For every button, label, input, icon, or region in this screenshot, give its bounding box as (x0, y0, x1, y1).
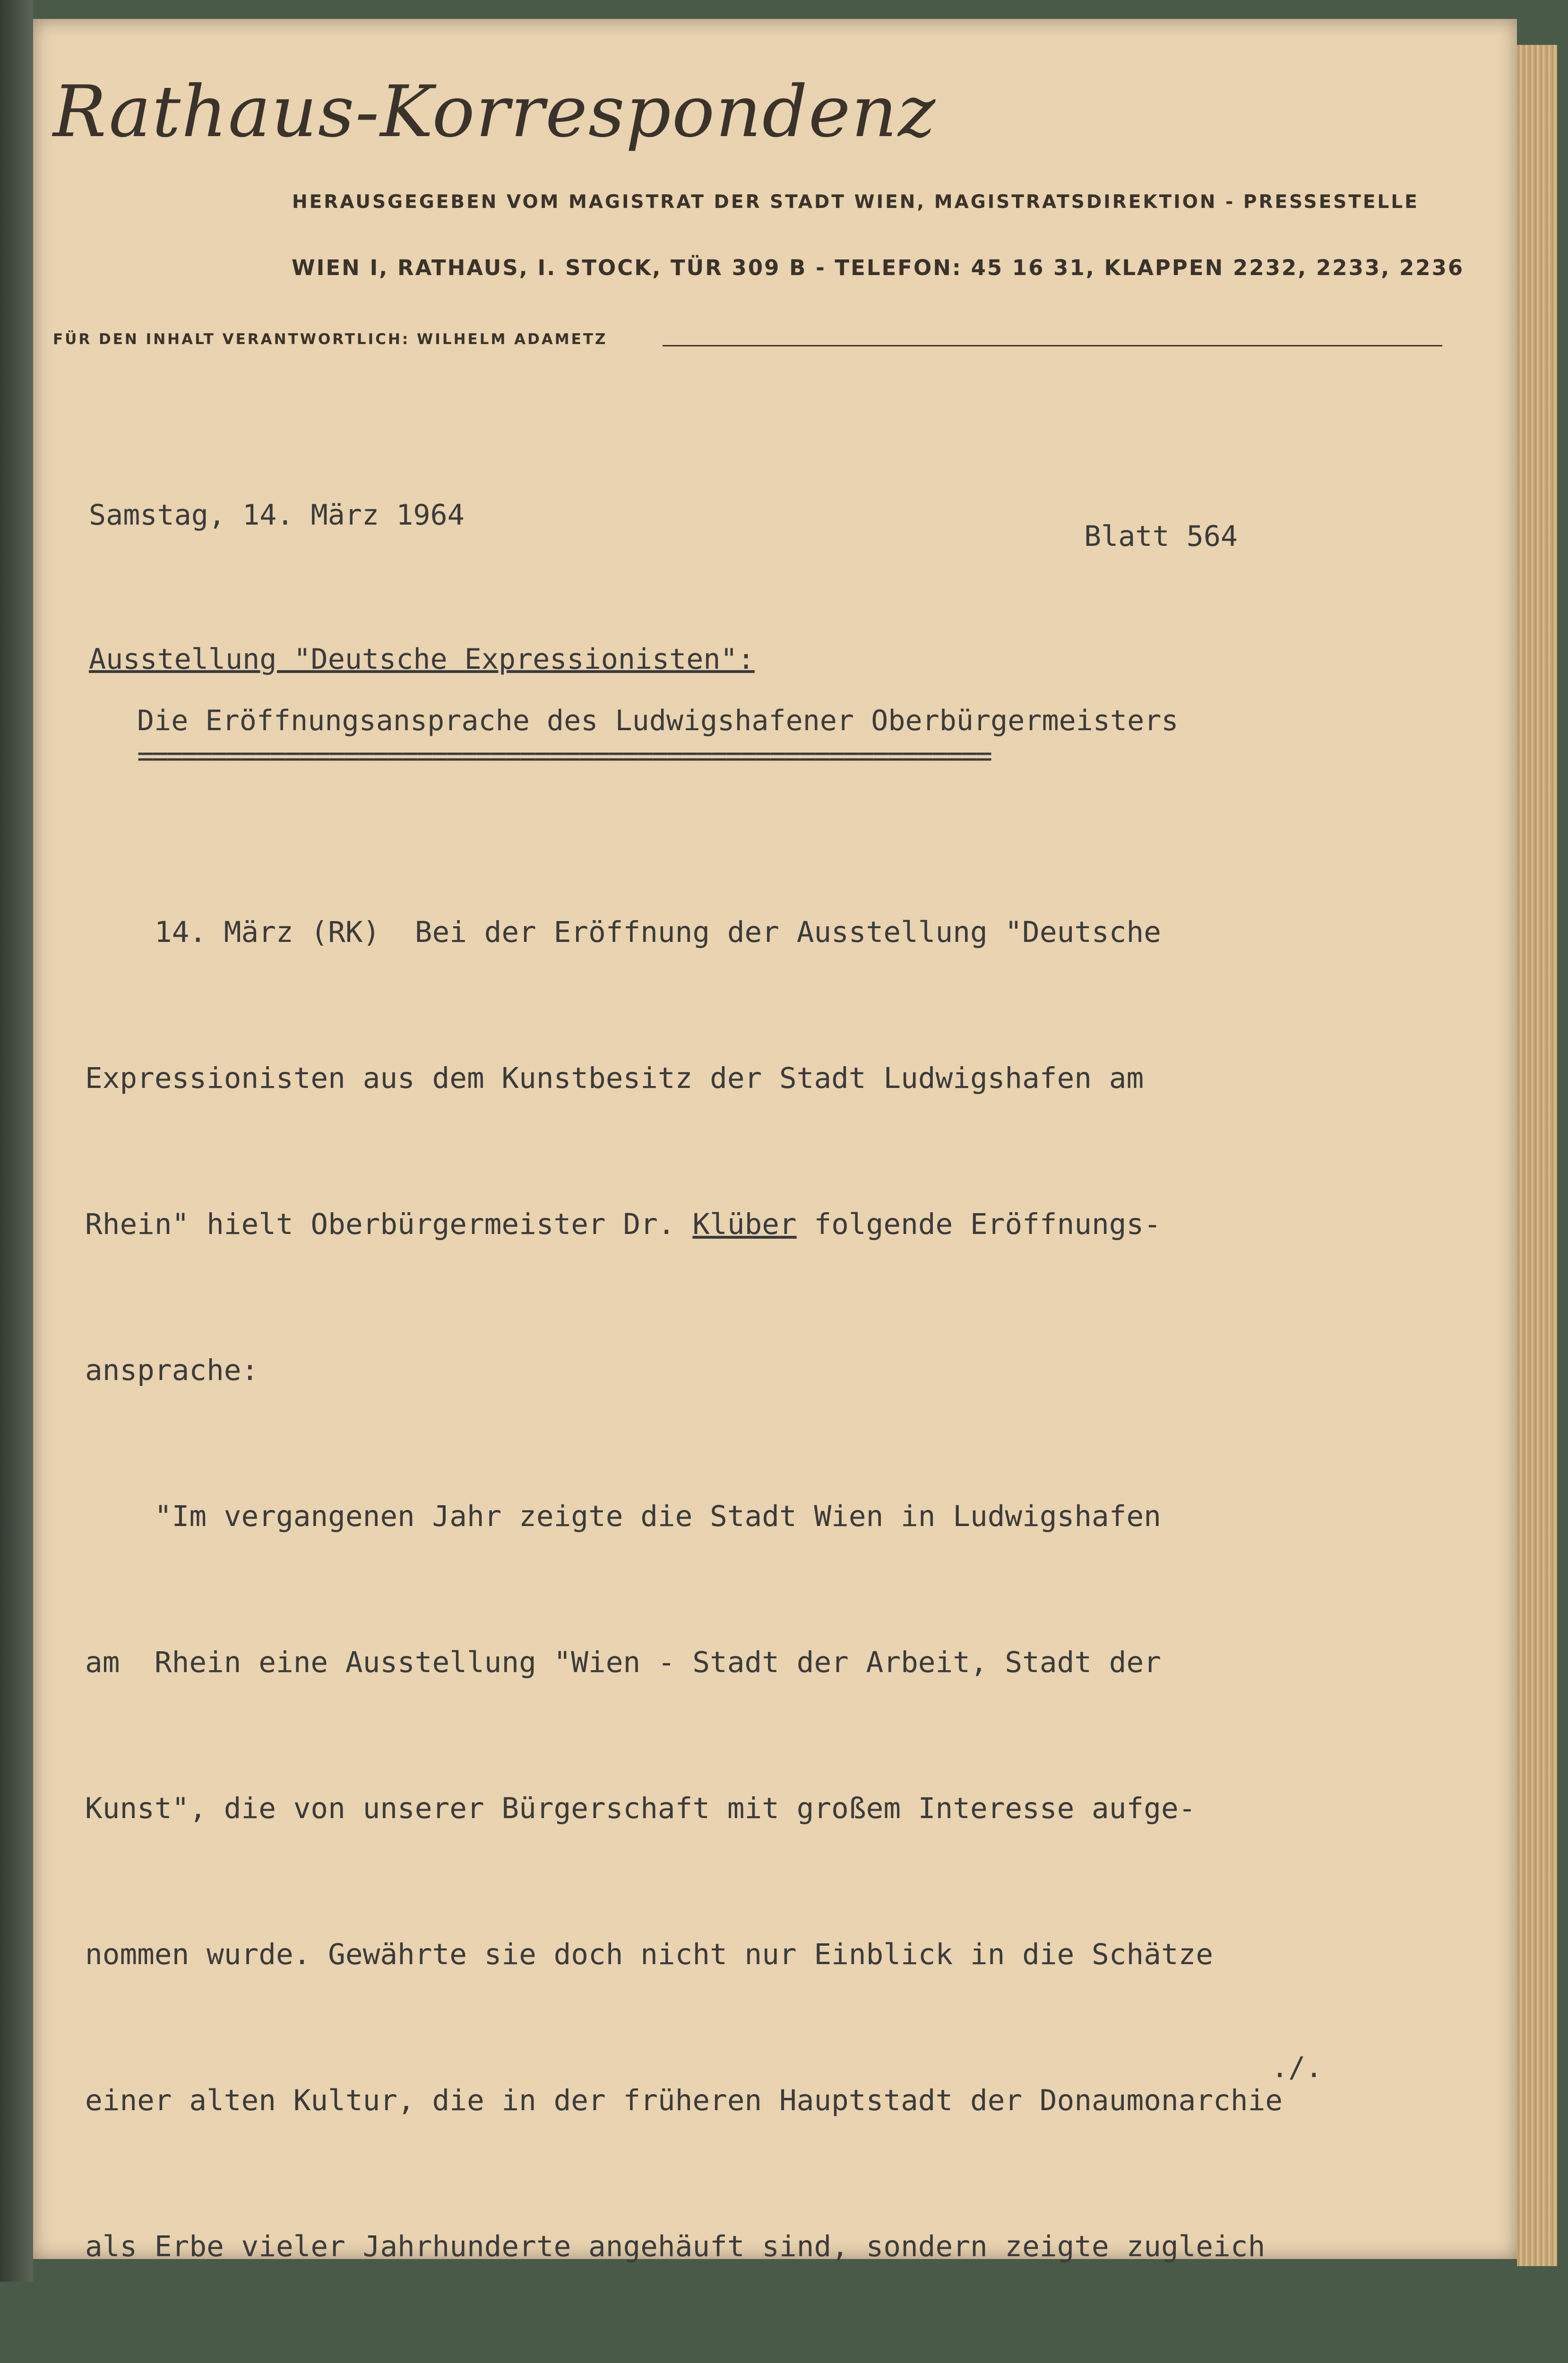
body-line: Kunst", die von unserer Bürgerschaft mit großem Interesse aufge- (85, 1792, 1196, 1825)
binding-spine (0, 0, 33, 2282)
body-line: am Rhein eine Ausstellung "Wien - Stadt der Arbeit, Stadt der (85, 1646, 1161, 1679)
body-line: 14. März (RK) Bei der Eröffnung der Ausstellung "Deutsche (85, 915, 1161, 949)
body-line-end: folgende Eröffnungs- (796, 1207, 1161, 1241)
publisher-line: HERAUSGEGEBEN VOM MAGISTRAT DER STADT WIEN, MAGISTRATSDIREKTION - PRESSESTELLE (292, 191, 1419, 213)
sheet-number: Blatt 564 (1084, 520, 1238, 553)
masthead-title: Rathaus-Korrespondenz (53, 71, 937, 153)
article-subheadline: Die Eröffnungsansprache des Ludwigshafener Oberbürgermeisters (137, 704, 1179, 737)
article-headline: Ausstellung "Deutsche Expressionisten": (89, 643, 755, 676)
address-line: WIEN I, RATHAUS, I. STOCK, TÜR 309 B - TELEFON: 45 16 31, KLAPPEN 2232, 2233, 2236 (292, 255, 1465, 280)
body-line: Expressionisten aus dem Kunstbesitz der Stadt Ludwigshafen am (85, 1061, 1144, 1095)
body-line: ansprache: (85, 1354, 259, 1387)
article-body (85, 811, 1283, 2363)
body-line: als Erbe vieler Jahrhunderte angehäuft sind, sondern zeigte zugleich (85, 2230, 1266, 2263)
body-line: nommen wurde. Gewährte sie doch nicht nur Einblick in die Schätze (85, 1938, 1214, 1971)
body-line: "Im vergangenen Jahr zeigte die Stadt Wien in Ludwigshafen (85, 1500, 1161, 1533)
double-underline: ========================================================== (137, 740, 991, 773)
body-line (85, 1200, 1283, 1249)
responsible-line: FÜR DEN INHALT VERANTWORTLICH: WILHELM ADAMETZ (53, 331, 608, 348)
responsible-row (53, 326, 1391, 354)
underlined-name: Klüber (692, 1207, 797, 1241)
continuation-mark: ./. (1271, 2051, 1323, 2084)
date: Samstag, 14. März 1964 (89, 499, 465, 532)
body-line-start: Rhein" hielt Oberbürgermeister Dr. (85, 1207, 693, 1241)
rule-line (663, 345, 1442, 346)
body-line: einer alten Kultur, die in der früheren Hauptstadt der Donaumonarchie (85, 2084, 1283, 2117)
page-stack-edge (1517, 45, 1557, 2266)
